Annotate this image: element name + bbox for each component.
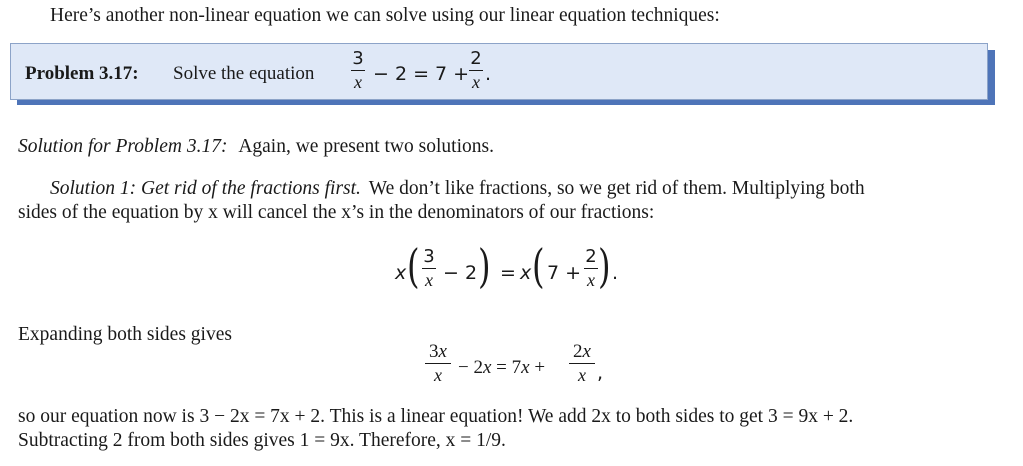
eq1-fraction-2: 2 x bbox=[585, 246, 597, 290]
eq1-lparen-1: ( bbox=[407, 239, 420, 293]
eq2-fraction-1: 3x x bbox=[425, 342, 451, 385]
problem-text: Solve the equation bbox=[173, 63, 315, 84]
conclusion-line2: Subtracting 2 from both sides gives 1 = 9x. Therefore, x = 1/9. bbox=[18, 430, 506, 451]
eq2-middle: − 2x = 7x + bbox=[458, 357, 546, 378]
problem-fraction-2: 2 x bbox=[470, 48, 482, 92]
solution-header-text: Again, we present two solutions. bbox=[238, 136, 494, 157]
eq1-x2: x bbox=[520, 262, 532, 284]
eq2-fraction-2: 2x x bbox=[569, 342, 595, 385]
problem-box bbox=[10, 43, 988, 100]
problem-equation-middle: − 2 = 7 + bbox=[373, 63, 470, 85]
eq1-end: . bbox=[612, 262, 619, 284]
solution-header bbox=[18, 135, 494, 159]
intro-text: Here’s another non-linear equation we can solve using our linear equation techniques: bbox=[50, 5, 720, 26]
eq2-end: , bbox=[597, 362, 604, 384]
eq1-lparen-2: ( bbox=[532, 239, 545, 293]
problem-equation-end: . bbox=[485, 63, 492, 85]
solution1-label: Solution 1: Get rid of the fractions first. bbox=[50, 178, 361, 199]
expanding-text: Expanding both sides gives bbox=[18, 324, 232, 345]
solution1-line2: sides of the equation by x will cancel the x’s in the denominators of our fractions: bbox=[18, 202, 655, 223]
problem-fraction-1: 3 x bbox=[352, 48, 364, 92]
eq1-rparen-1: ) bbox=[478, 239, 491, 293]
problem-box-shadow-bottom bbox=[17, 100, 995, 105]
solution-header-label: Solution for Problem 3.17: bbox=[18, 136, 228, 157]
eq1-equals: = bbox=[500, 262, 516, 284]
eq1-rparen-2: ) bbox=[598, 239, 611, 293]
eq1-x1: x bbox=[395, 262, 407, 284]
solution1-line1-rest: We don’t like fractions, so we get rid of them. Multiplying both bbox=[368, 178, 865, 199]
eq1-seven-plus: 7 + bbox=[547, 262, 582, 284]
solution1-line1 bbox=[50, 177, 865, 201]
eq1-minus-2: − 2 bbox=[443, 262, 478, 284]
problem-label: Problem 3.17: bbox=[25, 63, 139, 84]
conclusion-line1: so our equation now is 3 − 2x = 7x + 2. This is a linear equation! We add 2x to both sides to get 3 = 9x + 2. bbox=[18, 406, 854, 427]
problem-box-shadow-right bbox=[988, 50, 995, 105]
eq1-fraction-1: 3 x bbox=[423, 246, 435, 290]
